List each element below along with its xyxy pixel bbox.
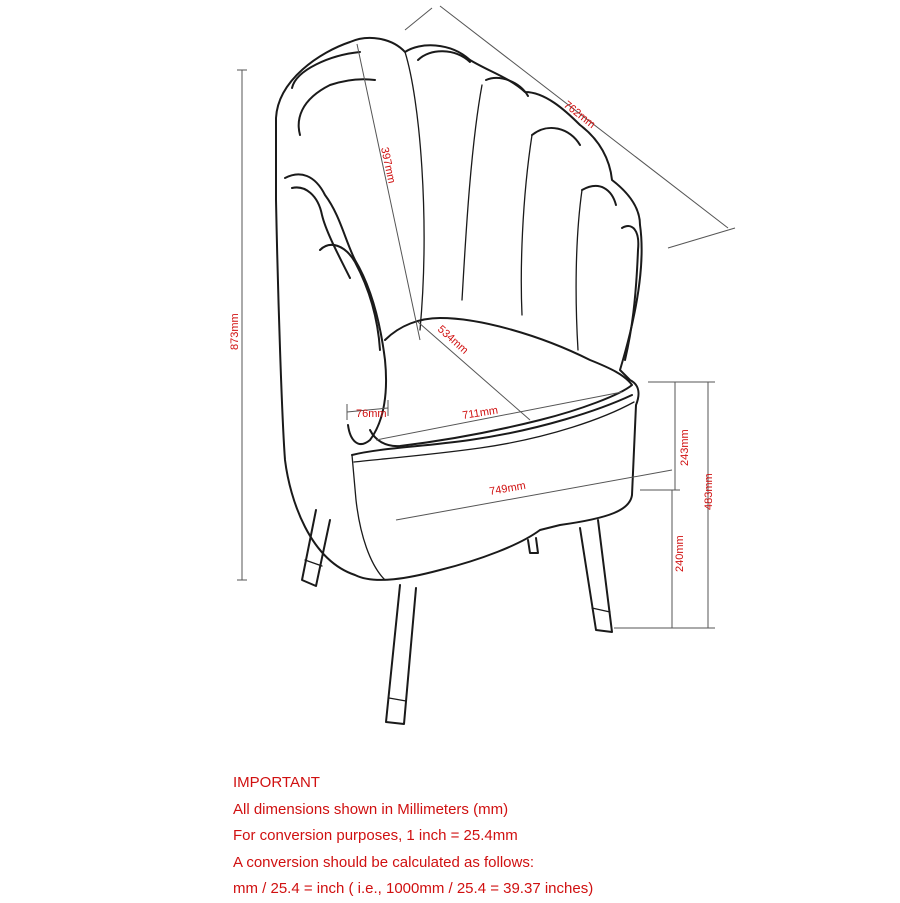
- dim-label-483: 483mm: [703, 473, 715, 510]
- dim-label-534: 534mm: [434, 323, 471, 357]
- dim-label-76: 76mm: [356, 408, 387, 420]
- dim-label-243: 243mm: [679, 429, 691, 466]
- dim-label-240: 240mm: [674, 535, 686, 572]
- dim-label-762: 762mm: [561, 98, 598, 131]
- notes-heading: IMPORTANT: [233, 774, 320, 791]
- chair-illustration: [276, 38, 642, 724]
- dim-label-873: 873mm: [229, 313, 241, 350]
- notes-line-3: A conversion should be calculated as follows:: [233, 853, 535, 871]
- dimension-labels: [229, 99, 715, 572]
- notes-line-2: For conversion purposes, 1 inch = 25.4mm: [233, 827, 518, 844]
- notes-line-1: All dimensions shown in Millimeters (mm): [233, 800, 509, 818]
- dim-label-711: 711mm: [461, 404, 499, 422]
- notes-line-4: mm / 25.4 = inch ( i.e., 1000mm / 25.4 = 39.37 inches): [233, 880, 594, 897]
- dim-label-397: 397mm: [378, 146, 398, 185]
- dim-label-749: 749mm: [488, 479, 527, 498]
- conversion-notes: [233, 770, 873, 903]
